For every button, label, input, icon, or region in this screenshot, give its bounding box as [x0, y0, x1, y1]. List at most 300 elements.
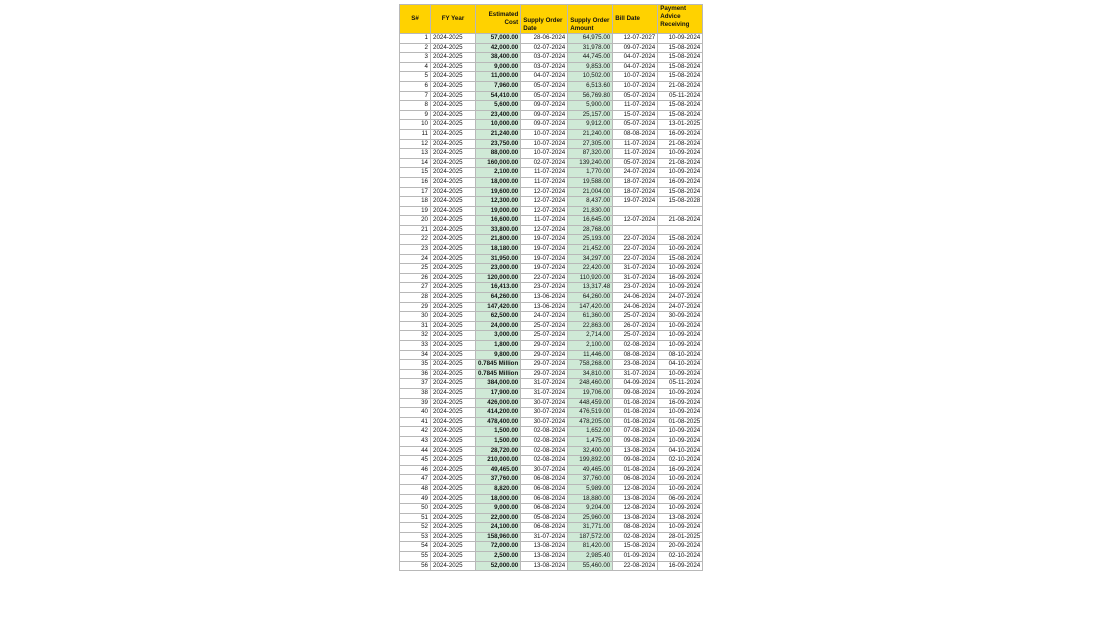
bill-date-cell[interactable]: 04-07-2024: [613, 62, 658, 72]
bill-date-cell[interactable]: 13-08-2024: [613, 494, 658, 504]
header-fy-year[interactable]: FY Year: [431, 5, 476, 34]
bill-date-cell[interactable]: 31-07-2024: [613, 273, 658, 283]
fy-year-cell[interactable]: 2024-2025: [431, 149, 476, 159]
serial-cell[interactable]: 50: [400, 504, 431, 514]
fy-year-cell[interactable]: 2024-2025: [431, 91, 476, 101]
supply-order-date-cell[interactable]: 11-07-2024: [521, 177, 568, 187]
payment-advice-cell[interactable]: 13-01-2025: [658, 120, 703, 130]
serial-cell[interactable]: 22: [400, 235, 431, 245]
supply-order-amount-cell[interactable]: 21,830.00: [568, 206, 613, 216]
serial-cell[interactable]: 6: [400, 81, 431, 91]
payment-advice-cell[interactable]: 05-11-2024: [658, 91, 703, 101]
supply-order-amount-cell[interactable]: 478,205.00: [568, 417, 613, 427]
supply-order-date-cell[interactable]: 31-07-2024: [521, 532, 568, 542]
bill-date-cell[interactable]: 25-07-2024: [613, 331, 658, 341]
estimated-cost-cell[interactable]: 42,000.00: [476, 43, 521, 53]
bill-date-cell[interactable]: 01-08-2024: [613, 398, 658, 408]
serial-cell[interactable]: 4: [400, 62, 431, 72]
estimated-cost-cell[interactable]: 1,500.00: [476, 427, 521, 437]
fy-year-cell[interactable]: 2024-2025: [431, 206, 476, 216]
serial-cell[interactable]: 9: [400, 110, 431, 120]
fy-year-cell[interactable]: 2024-2025: [431, 62, 476, 72]
supply-order-amount-cell[interactable]: 10,502.00: [568, 72, 613, 82]
supply-order-date-cell[interactable]: 06-08-2024: [521, 504, 568, 514]
supply-order-date-cell[interactable]: 11-07-2024: [521, 168, 568, 178]
serial-cell[interactable]: 52: [400, 523, 431, 533]
supply-order-date-cell[interactable]: 30-07-2024: [521, 398, 568, 408]
supply-order-amount-cell[interactable]: 56,769.80: [568, 91, 613, 101]
serial-cell[interactable]: 23: [400, 245, 431, 255]
estimated-cost-cell[interactable]: 21,240.00: [476, 129, 521, 139]
supply-order-amount-cell[interactable]: 110,920.00: [568, 273, 613, 283]
estimated-cost-cell[interactable]: 160,000.00: [476, 158, 521, 168]
payment-advice-cell[interactable]: 16-09-2024: [658, 561, 703, 571]
bill-date-cell[interactable]: 13-08-2024: [613, 513, 658, 523]
estimated-cost-cell[interactable]: 19,000.00: [476, 206, 521, 216]
bill-date-cell[interactable]: 06-08-2024: [613, 475, 658, 485]
estimated-cost-cell[interactable]: 23,750.00: [476, 139, 521, 149]
bill-date-cell[interactable]: 04-09-2024: [613, 379, 658, 389]
supply-order-date-cell[interactable]: 29-07-2024: [521, 369, 568, 379]
supply-order-date-cell[interactable]: 02-08-2024: [521, 456, 568, 466]
fy-year-cell[interactable]: 2024-2025: [431, 264, 476, 274]
payment-advice-cell[interactable]: 15-08-2024: [658, 110, 703, 120]
supply-order-date-cell[interactable]: 28-06-2024: [521, 34, 568, 44]
bill-date-cell[interactable]: 12-08-2024: [613, 504, 658, 514]
bill-date-cell[interactable]: 09-08-2024: [613, 436, 658, 446]
fy-year-cell[interactable]: 2024-2025: [431, 484, 476, 494]
serial-cell[interactable]: 37: [400, 379, 431, 389]
bill-date-cell[interactable]: 22-07-2024: [613, 245, 658, 255]
serial-cell[interactable]: 41: [400, 417, 431, 427]
payment-advice-cell[interactable]: 10-09-2024: [658, 388, 703, 398]
estimated-cost-cell[interactable]: 7,960.00: [476, 81, 521, 91]
payment-advice-cell[interactable]: [658, 225, 703, 235]
fy-year-cell[interactable]: 2024-2025: [431, 81, 476, 91]
supply-order-amount-cell[interactable]: 2,100.00: [568, 341, 613, 351]
serial-cell[interactable]: 47: [400, 475, 431, 485]
payment-advice-cell[interactable]: 01-08-2025: [658, 417, 703, 427]
fy-year-cell[interactable]: 2024-2025: [431, 293, 476, 303]
supply-order-date-cell[interactable]: 30-07-2024: [521, 408, 568, 418]
estimated-cost-cell[interactable]: 1,500.00: [476, 436, 521, 446]
supply-order-date-cell[interactable]: 02-08-2024: [521, 446, 568, 456]
payment-advice-cell[interactable]: 10-09-2024: [658, 369, 703, 379]
payment-advice-cell[interactable]: 10-09-2024: [658, 341, 703, 351]
serial-cell[interactable]: 12: [400, 139, 431, 149]
payment-advice-cell[interactable]: 21-08-2024: [658, 216, 703, 226]
bill-date-cell[interactable]: 23-08-2024: [613, 360, 658, 370]
payment-advice-cell[interactable]: 10-09-2024: [658, 504, 703, 514]
fy-year-cell[interactable]: 2024-2025: [431, 523, 476, 533]
bill-date-cell[interactable]: 02-08-2024: [613, 341, 658, 351]
supply-order-date-cell[interactable]: 09-07-2024: [521, 110, 568, 120]
bill-date-cell[interactable]: 24-06-2024: [613, 293, 658, 303]
supply-order-date-cell[interactable]: 24-07-2024: [521, 312, 568, 322]
serial-cell[interactable]: 20: [400, 216, 431, 226]
estimated-cost-cell[interactable]: 49,465.00: [476, 465, 521, 475]
payment-advice-cell[interactable]: 15-08-2028: [658, 197, 703, 207]
serial-cell[interactable]: 11: [400, 129, 431, 139]
bill-date-cell[interactable]: 08-08-2024: [613, 523, 658, 533]
supply-order-amount-cell[interactable]: 5,900.00: [568, 101, 613, 111]
bill-date-cell[interactable]: 04-07-2024: [613, 53, 658, 63]
bill-date-cell[interactable]: 31-07-2024: [613, 264, 658, 274]
payment-advice-cell[interactable]: 10-09-2024: [658, 283, 703, 293]
supply-order-amount-cell[interactable]: 25,960.00: [568, 513, 613, 523]
estimated-cost-cell[interactable]: 31,950.00: [476, 254, 521, 264]
supply-order-date-cell[interactable]: 09-07-2024: [521, 120, 568, 130]
payment-advice-cell[interactable]: 15-08-2024: [658, 254, 703, 264]
supply-order-amount-cell[interactable]: 87,320.00: [568, 149, 613, 159]
supply-order-date-cell[interactable]: 12-07-2024: [521, 206, 568, 216]
serial-cell[interactable]: 43: [400, 436, 431, 446]
estimated-cost-cell[interactable]: 3,000.00: [476, 331, 521, 341]
supply-order-date-cell[interactable]: 10-07-2024: [521, 129, 568, 139]
serial-cell[interactable]: 5: [400, 72, 431, 82]
supply-order-amount-cell[interactable]: 34,810.00: [568, 369, 613, 379]
supply-order-date-cell[interactable]: 12-07-2024: [521, 225, 568, 235]
supply-order-amount-cell[interactable]: 8,437.00: [568, 197, 613, 207]
supply-order-date-cell[interactable]: 02-08-2024: [521, 436, 568, 446]
bill-date-cell[interactable]: 07-08-2024: [613, 427, 658, 437]
estimated-cost-cell[interactable]: 414,200.00: [476, 408, 521, 418]
fy-year-cell[interactable]: 2024-2025: [431, 254, 476, 264]
bill-date-cell[interactable]: 12-07-2027: [613, 34, 658, 44]
fy-year-cell[interactable]: 2024-2025: [431, 475, 476, 485]
bill-date-cell[interactable]: 24-07-2024: [613, 168, 658, 178]
payment-advice-cell[interactable]: 21-08-2024: [658, 139, 703, 149]
fy-year-cell[interactable]: 2024-2025: [431, 34, 476, 44]
estimated-cost-cell[interactable]: 158,960.00: [476, 532, 521, 542]
supply-order-amount-cell[interactable]: 16,645.00: [568, 216, 613, 226]
estimated-cost-cell[interactable]: 16,600.00: [476, 216, 521, 226]
fy-year-cell[interactable]: 2024-2025: [431, 465, 476, 475]
supply-order-date-cell[interactable]: 06-08-2024: [521, 475, 568, 485]
estimated-cost-cell[interactable]: 18,000.00: [476, 177, 521, 187]
bill-date-cell[interactable]: 12-07-2024: [613, 216, 658, 226]
payment-advice-cell[interactable]: 15-08-2024: [658, 53, 703, 63]
estimated-cost-cell[interactable]: 120,000.00: [476, 273, 521, 283]
supply-order-date-cell[interactable]: 10-07-2024: [521, 139, 568, 149]
estimated-cost-cell[interactable]: 9,000.00: [476, 504, 521, 514]
serial-cell[interactable]: 17: [400, 187, 431, 197]
supply-order-amount-cell[interactable]: 21,004.00: [568, 187, 613, 197]
supply-order-date-cell[interactable]: 12-07-2024: [521, 187, 568, 197]
supply-order-amount-cell[interactable]: 1,475.00: [568, 436, 613, 446]
bill-date-cell[interactable]: 25-07-2024: [613, 312, 658, 322]
bill-date-cell[interactable]: 05-07-2024: [613, 120, 658, 130]
fy-year-cell[interactable]: 2024-2025: [431, 216, 476, 226]
serial-cell[interactable]: 19: [400, 206, 431, 216]
estimated-cost-cell[interactable]: 52,000.00: [476, 561, 521, 571]
supply-order-date-cell[interactable]: 31-07-2024: [521, 379, 568, 389]
serial-cell[interactable]: 27: [400, 283, 431, 293]
supply-order-date-cell[interactable]: 04-07-2024: [521, 72, 568, 82]
payment-advice-cell[interactable]: 02-10-2024: [658, 552, 703, 562]
supply-order-amount-cell[interactable]: 9,912.00: [568, 120, 613, 130]
estimated-cost-cell[interactable]: 18,000.00: [476, 494, 521, 504]
fy-year-cell[interactable]: 2024-2025: [431, 283, 476, 293]
supply-order-amount-cell[interactable]: 37,760.00: [568, 475, 613, 485]
bill-date-cell[interactable]: 22-07-2024: [613, 235, 658, 245]
serial-cell[interactable]: 53: [400, 532, 431, 542]
fy-year-cell[interactable]: 2024-2025: [431, 494, 476, 504]
supply-order-date-cell[interactable]: 12-07-2024: [521, 197, 568, 207]
fy-year-cell[interactable]: 2024-2025: [431, 542, 476, 552]
supply-order-date-cell[interactable]: 13-06-2024: [521, 293, 568, 303]
payment-advice-cell[interactable]: 16-09-2024: [658, 465, 703, 475]
supply-order-amount-cell[interactable]: 9,853.00: [568, 62, 613, 72]
payment-advice-cell[interactable]: 10-09-2024: [658, 484, 703, 494]
fy-year-cell[interactable]: 2024-2025: [431, 129, 476, 139]
supply-order-amount-cell[interactable]: 32,400.00: [568, 446, 613, 456]
fy-year-cell[interactable]: 2024-2025: [431, 235, 476, 245]
fy-year-cell[interactable]: 2024-2025: [431, 350, 476, 360]
supply-order-date-cell[interactable]: 06-08-2024: [521, 523, 568, 533]
serial-cell[interactable]: 55: [400, 552, 431, 562]
payment-advice-cell[interactable]: 10-09-2024: [658, 331, 703, 341]
serial-cell[interactable]: 8: [400, 101, 431, 111]
payment-advice-cell[interactable]: 13-08-2024: [658, 513, 703, 523]
fy-year-cell[interactable]: 2024-2025: [431, 388, 476, 398]
supply-order-amount-cell[interactable]: 31,978.00: [568, 43, 613, 53]
payment-advice-cell[interactable]: 08-10-2024: [658, 350, 703, 360]
fy-year-cell[interactable]: 2024-2025: [431, 360, 476, 370]
serial-cell[interactable]: 32: [400, 331, 431, 341]
payment-advice-cell[interactable]: 16-09-2024: [658, 177, 703, 187]
serial-cell[interactable]: 3: [400, 53, 431, 63]
header-estimated-cost[interactable]: Estimated Cost: [476, 5, 521, 34]
supply-order-amount-cell[interactable]: 476,519.00: [568, 408, 613, 418]
header-payment-advice-receiving[interactable]: Payment Advice Receiving: [658, 5, 703, 34]
serial-cell[interactable]: 25: [400, 264, 431, 274]
estimated-cost-cell[interactable]: 37,760.00: [476, 475, 521, 485]
fy-year-cell[interactable]: 2024-2025: [431, 552, 476, 562]
bill-date-cell[interactable]: 22-08-2024: [613, 561, 658, 571]
supply-order-date-cell[interactable]: 23-07-2024: [521, 283, 568, 293]
serial-cell[interactable]: 26: [400, 273, 431, 283]
estimated-cost-cell[interactable]: 24,000.00: [476, 321, 521, 331]
payment-advice-cell[interactable]: 10-09-2024: [658, 321, 703, 331]
supply-order-date-cell[interactable]: 25-07-2024: [521, 321, 568, 331]
bill-date-cell[interactable]: 12-08-2024: [613, 484, 658, 494]
fy-year-cell[interactable]: 2024-2025: [431, 110, 476, 120]
fy-year-cell[interactable]: 2024-2025: [431, 177, 476, 187]
fy-year-cell[interactable]: 2024-2025: [431, 408, 476, 418]
bill-date-cell[interactable]: 09-07-2024: [613, 43, 658, 53]
supply-order-date-cell[interactable]: 19-07-2024: [521, 235, 568, 245]
fy-year-cell[interactable]: 2024-2025: [431, 120, 476, 130]
estimated-cost-cell[interactable]: 210,000.00: [476, 456, 521, 466]
estimated-cost-cell[interactable]: 21,800.00: [476, 235, 521, 245]
estimated-cost-cell[interactable]: 18,180.00: [476, 245, 521, 255]
supply-order-date-cell[interactable]: 29-07-2024: [521, 350, 568, 360]
supply-order-date-cell[interactable]: 06-08-2024: [521, 484, 568, 494]
header-serial[interactable]: S#: [400, 5, 431, 34]
serial-cell[interactable]: 42: [400, 427, 431, 437]
supply-order-amount-cell[interactable]: 21,240.00: [568, 129, 613, 139]
supply-order-amount-cell[interactable]: 25,193.00: [568, 235, 613, 245]
payment-advice-cell[interactable]: 10-09-2024: [658, 245, 703, 255]
bill-date-cell[interactable]: 23-07-2024: [613, 283, 658, 293]
estimated-cost-cell[interactable]: 1,800.00: [476, 341, 521, 351]
serial-cell[interactable]: 51: [400, 513, 431, 523]
supply-order-amount-cell[interactable]: 1,770.00: [568, 168, 613, 178]
supply-order-date-cell[interactable]: 29-07-2024: [521, 360, 568, 370]
serial-cell[interactable]: 54: [400, 542, 431, 552]
estimated-cost-cell[interactable]: 9,000.00: [476, 62, 521, 72]
bill-date-cell[interactable]: 11-07-2024: [613, 101, 658, 111]
payment-advice-cell[interactable]: 15-08-2024: [658, 187, 703, 197]
serial-cell[interactable]: 24: [400, 254, 431, 264]
supply-order-amount-cell[interactable]: 448,459.00: [568, 398, 613, 408]
estimated-cost-cell[interactable]: 11,000.00: [476, 72, 521, 82]
payment-advice-cell[interactable]: 04-10-2024: [658, 360, 703, 370]
supply-order-amount-cell[interactable]: 49,465.00: [568, 465, 613, 475]
estimated-cost-cell[interactable]: 10,000.00: [476, 120, 521, 130]
supply-order-amount-cell[interactable]: 13,317.48: [568, 283, 613, 293]
payment-advice-cell[interactable]: 15-08-2024: [658, 72, 703, 82]
payment-advice-cell[interactable]: 21-08-2024: [658, 81, 703, 91]
fy-year-cell[interactable]: 2024-2025: [431, 427, 476, 437]
bill-date-cell[interactable]: 01-08-2024: [613, 417, 658, 427]
bill-date-cell[interactable]: 26-07-2024: [613, 321, 658, 331]
serial-cell[interactable]: 7: [400, 91, 431, 101]
payment-advice-cell[interactable]: 15-08-2024: [658, 101, 703, 111]
serial-cell[interactable]: 35: [400, 360, 431, 370]
payment-advice-cell[interactable]: 16-09-2024: [658, 398, 703, 408]
fy-year-cell[interactable]: 2024-2025: [431, 331, 476, 341]
estimated-cost-cell[interactable]: 147,420.00: [476, 302, 521, 312]
serial-cell[interactable]: 10: [400, 120, 431, 130]
fy-year-cell[interactable]: 2024-2025: [431, 341, 476, 351]
header-supply-order-date[interactable]: Supply Order Date: [521, 5, 568, 34]
supply-order-date-cell[interactable]: 02-07-2024: [521, 43, 568, 53]
fy-year-cell[interactable]: 2024-2025: [431, 273, 476, 283]
bill-date-cell[interactable]: 09-08-2024: [613, 388, 658, 398]
payment-advice-cell[interactable]: 16-09-2024: [658, 273, 703, 283]
payment-advice-cell[interactable]: 10-09-2024: [658, 408, 703, 418]
supply-order-amount-cell[interactable]: 61,360.00: [568, 312, 613, 322]
estimated-cost-cell[interactable]: 23,400.00: [476, 110, 521, 120]
supply-order-date-cell[interactable]: 06-08-2024: [521, 494, 568, 504]
bill-date-cell[interactable]: 10-07-2024: [613, 81, 658, 91]
supply-order-amount-cell[interactable]: 28,768.00: [568, 225, 613, 235]
bill-date-cell[interactable]: 13-08-2024: [613, 446, 658, 456]
estimated-cost-cell[interactable]: 8,820.00: [476, 484, 521, 494]
supply-order-amount-cell[interactable]: 139,240.00: [568, 158, 613, 168]
payment-advice-cell[interactable]: 10-09-2024: [658, 149, 703, 159]
estimated-cost-cell[interactable]: 17,900.00: [476, 388, 521, 398]
fy-year-cell[interactable]: 2024-2025: [431, 379, 476, 389]
bill-date-cell[interactable]: 01-09-2024: [613, 552, 658, 562]
payment-advice-cell[interactable]: 10-09-2024: [658, 475, 703, 485]
payment-advice-cell[interactable]: 24-07-2024: [658, 293, 703, 303]
fy-year-cell[interactable]: 2024-2025: [431, 504, 476, 514]
bill-date-cell[interactable]: 15-07-2024: [613, 110, 658, 120]
supply-order-date-cell[interactable]: 09-07-2024: [521, 101, 568, 111]
payment-advice-cell[interactable]: [658, 206, 703, 216]
supply-order-amount-cell[interactable]: 11,446.00: [568, 350, 613, 360]
serial-cell[interactable]: 28: [400, 293, 431, 303]
fy-year-cell[interactable]: 2024-2025: [431, 456, 476, 466]
supply-order-amount-cell[interactable]: 199,892.00: [568, 456, 613, 466]
serial-cell[interactable]: 34: [400, 350, 431, 360]
serial-cell[interactable]: 15: [400, 168, 431, 178]
bill-date-cell[interactable]: 11-07-2024: [613, 149, 658, 159]
serial-cell[interactable]: 30: [400, 312, 431, 322]
bill-date-cell[interactable]: 19-07-2024: [613, 197, 658, 207]
supply-order-date-cell[interactable]: 31-07-2024: [521, 388, 568, 398]
estimated-cost-cell[interactable]: 33,800.00: [476, 225, 521, 235]
estimated-cost-cell[interactable]: 19,600.00: [476, 187, 521, 197]
supply-order-amount-cell[interactable]: 187,572.00: [568, 532, 613, 542]
supply-order-amount-cell[interactable]: 22,863.00: [568, 321, 613, 331]
estimated-cost-cell[interactable]: 24,100.00: [476, 523, 521, 533]
bill-date-cell[interactable]: 10-07-2024: [613, 72, 658, 82]
fy-year-cell[interactable]: 2024-2025: [431, 321, 476, 331]
fy-year-cell[interactable]: 2024-2025: [431, 561, 476, 571]
bill-date-cell[interactable]: [613, 206, 658, 216]
supply-order-date-cell[interactable]: 19-07-2024: [521, 264, 568, 274]
estimated-cost-cell[interactable]: 57,000.00: [476, 34, 521, 44]
supply-order-amount-cell[interactable]: 2,985.40: [568, 552, 613, 562]
estimated-cost-cell[interactable]: 384,000.00: [476, 379, 521, 389]
fy-year-cell[interactable]: 2024-2025: [431, 225, 476, 235]
estimated-cost-cell[interactable]: 23,000.00: [476, 264, 521, 274]
estimated-cost-cell[interactable]: 64,260.00: [476, 293, 521, 303]
supply-order-date-cell[interactable]: 05-07-2024: [521, 91, 568, 101]
payment-advice-cell[interactable]: 10-09-2024: [658, 427, 703, 437]
supply-order-date-cell[interactable]: 05-08-2024: [521, 513, 568, 523]
supply-order-date-cell[interactable]: 30-07-2024: [521, 465, 568, 475]
serial-cell[interactable]: 2: [400, 43, 431, 53]
estimated-cost-cell[interactable]: 426,000.00: [476, 398, 521, 408]
bill-date-cell[interactable]: 24-06-2024: [613, 302, 658, 312]
fy-year-cell[interactable]: 2024-2025: [431, 369, 476, 379]
header-bill-date[interactable]: Bill Date: [613, 5, 658, 34]
estimated-cost-cell[interactable]: 62,500.00: [476, 312, 521, 322]
supply-order-date-cell[interactable]: 13-08-2024: [521, 542, 568, 552]
bill-date-cell[interactable]: 08-08-2024: [613, 129, 658, 139]
estimated-cost-cell[interactable]: 22,000.00: [476, 513, 521, 523]
supply-order-date-cell[interactable]: 03-07-2024: [521, 53, 568, 63]
supply-order-date-cell[interactable]: 25-07-2024: [521, 331, 568, 341]
fy-year-cell[interactable]: 2024-2025: [431, 53, 476, 63]
serial-cell[interactable]: 49: [400, 494, 431, 504]
serial-cell[interactable]: 39: [400, 398, 431, 408]
estimated-cost-cell[interactable]: 2,100.00: [476, 168, 521, 178]
supply-order-date-cell[interactable]: 02-07-2024: [521, 158, 568, 168]
estimated-cost-cell[interactable]: 88,000.00: [476, 149, 521, 159]
payment-advice-cell[interactable]: 15-08-2024: [658, 43, 703, 53]
fy-year-cell[interactable]: 2024-2025: [431, 187, 476, 197]
payment-advice-cell[interactable]: 10-09-2024: [658, 34, 703, 44]
estimated-cost-cell[interactable]: 38,400.00: [476, 53, 521, 63]
estimated-cost-cell[interactable]: 54,410.00: [476, 91, 521, 101]
payment-advice-cell[interactable]: 04-10-2024: [658, 446, 703, 456]
payment-advice-cell[interactable]: 15-08-2024: [658, 235, 703, 245]
bill-date-cell[interactable]: 22-07-2024: [613, 254, 658, 264]
serial-cell[interactable]: 13: [400, 149, 431, 159]
supply-order-amount-cell[interactable]: 25,157.00: [568, 110, 613, 120]
fy-year-cell[interactable]: 2024-2025: [431, 158, 476, 168]
supply-order-amount-cell[interactable]: 44,745.00: [568, 53, 613, 63]
fy-year-cell[interactable]: 2024-2025: [431, 302, 476, 312]
bill-date-cell[interactable]: 15-08-2024: [613, 542, 658, 552]
payment-advice-cell[interactable]: 16-09-2024: [658, 129, 703, 139]
